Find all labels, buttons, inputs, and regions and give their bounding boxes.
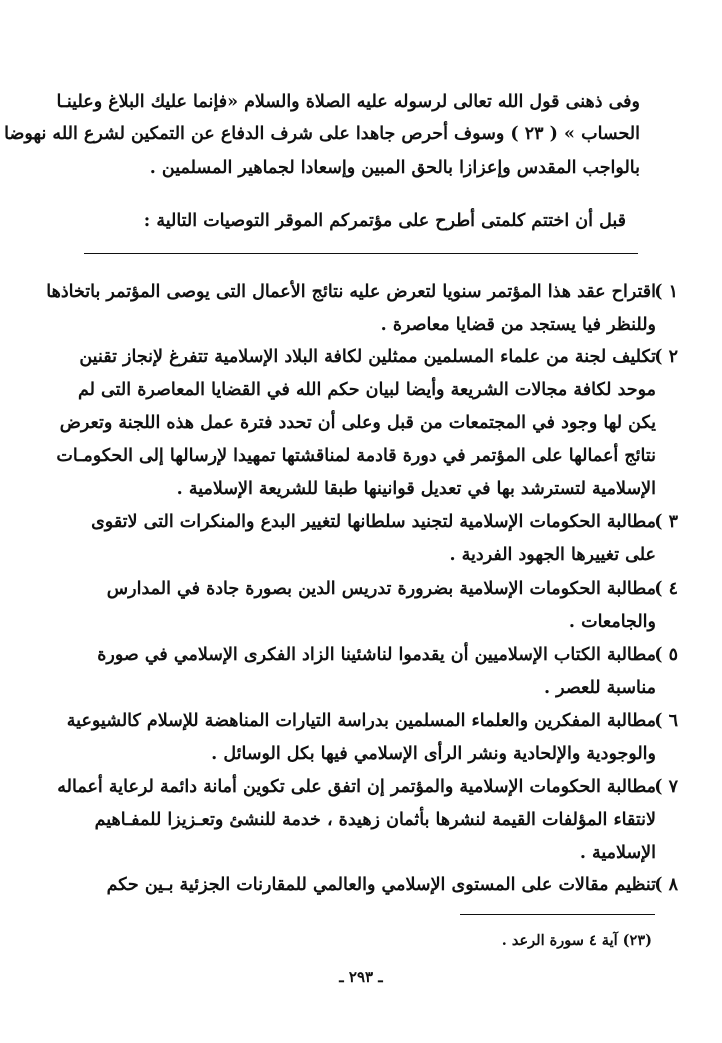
footnote: (٢٣) آية ٤ سورة الرعد . — [501, 932, 652, 949]
page-number: ـ ٢٩٣ ـ — [339, 968, 383, 986]
item-4-number: ٤ ) — [654, 579, 678, 599]
item-5-line-2: مناسبة للعصر . — [544, 678, 656, 698]
item-7-line-1: مطالبة الحكومات الإسلامية والمؤتمر إن اتفق على تكوين أمانة دائمة لرعاية أعماله — [57, 777, 656, 797]
item-7-number: ٧ ) — [654, 777, 678, 797]
item-2-line-3: يكن لها وجود في المجتمعات من قبل وعلى أن تحدد فترة عمل هذه اللجنة وتعرض — [59, 413, 656, 433]
intro-line-1: وفى ذهنى قول الله تعالى لرسوله عليه الصلاة والسلام «فإنما عليك البلاغ وعلينـا — [56, 92, 640, 112]
separator-rule — [84, 253, 638, 254]
item-6-line-1: مطالبة المفكرين والعلماء المسلمين بدراسة التيارات المناهضة للإسلام كالشيوعية — [66, 711, 656, 731]
item-8-line-1: تنظيم مقالات على المستوى الإسلامي والعالمي للمقارنات الجزئية بـين حكم — [106, 875, 656, 895]
footnote-rule — [460, 914, 655, 915]
item-2-line-4: نتائج أعمالها على المؤتمر في دورة قادمة لمناقشتها تمهيدا لإرسالها إلى الحكومـات — [56, 446, 656, 466]
item-6-number: ٦ ) — [654, 711, 678, 731]
item-2-number: ٢ ) — [654, 347, 678, 367]
item-1-line-1: اقتراح عقد هذا المؤتمر سنويا لتعرض عليه نتائج الأعمال التى يوصى المؤتمر باتخاذها — [46, 282, 656, 302]
intro-line-3: بالواجب المقدس وإعزازا بالحق المبين وإسعادا لجماهير المسلمين . — [149, 158, 640, 178]
item-4-line-1: مطالبة الحكومات الإسلامية بضرورة تدريس الدين بصورة جادة في المدارس — [106, 579, 656, 599]
item-7-line-3: الإسلامية . — [579, 843, 656, 863]
item-2-line-1: تكليف لجنة من علماء المسلمين ممثلين لكافة البلاد الإسلامية تتفرغ لإنجاز تقنين — [79, 347, 656, 367]
item-3-line-1: مطالبة الحكومات الإسلامية لتجنيد سلطانها لتغيير البدع والمنكرات التى لاتقوى — [91, 512, 656, 532]
item-7-line-2: لانتقاء المؤلفات القيمة لنشرها بأثمان زهيدة ، خدمة للنشئ وتعـزيزا للمفـاهيم — [94, 810, 656, 830]
item-1-number: ١ ) — [654, 282, 678, 302]
item-8-number: ٨ ) — [654, 875, 678, 895]
item-5-line-1: مطالبة الكتاب الإسلاميين أن يقدموا لناشئينا الزاد الفكرى الإسلامي في صورة — [97, 645, 656, 665]
item-4-line-2: والجامعات . — [568, 612, 656, 632]
item-6-line-2: والوجودية والإلحادية ونشر الرأى الإسلامي فيها بكل الوسائل . — [211, 744, 656, 764]
item-3-number: ٣ ) — [654, 512, 678, 532]
intro-line-2: الحساب » ( ٢٣ ) وسوف أحرص جاهدا على شرف الدفاع عن التمكين لشرع الله نهوضا — [4, 124, 640, 144]
item-2-line-2: موحد لكافة مجالات الشريعة وأيضا لبيان حكم الله في القضايا المعاصرة التى لم — [77, 380, 656, 400]
item-3-line-2: على تغييرها الجهود الفردية . — [449, 545, 656, 565]
item-1-line-2: وللنظر فيا يستجد من قضايا معاصرة . — [380, 315, 656, 335]
item-2-line-5: الإسلامية لتسترشد بها في تعديل قوانينها طبقا للشريعة الإسلامية . — [176, 479, 656, 499]
item-5-number: ٥ ) — [654, 645, 678, 665]
intro-line-4: قبل أن اختتم كلمتى أطرح على مؤتمركم الموقر التوصيات التالية : — [143, 211, 626, 231]
